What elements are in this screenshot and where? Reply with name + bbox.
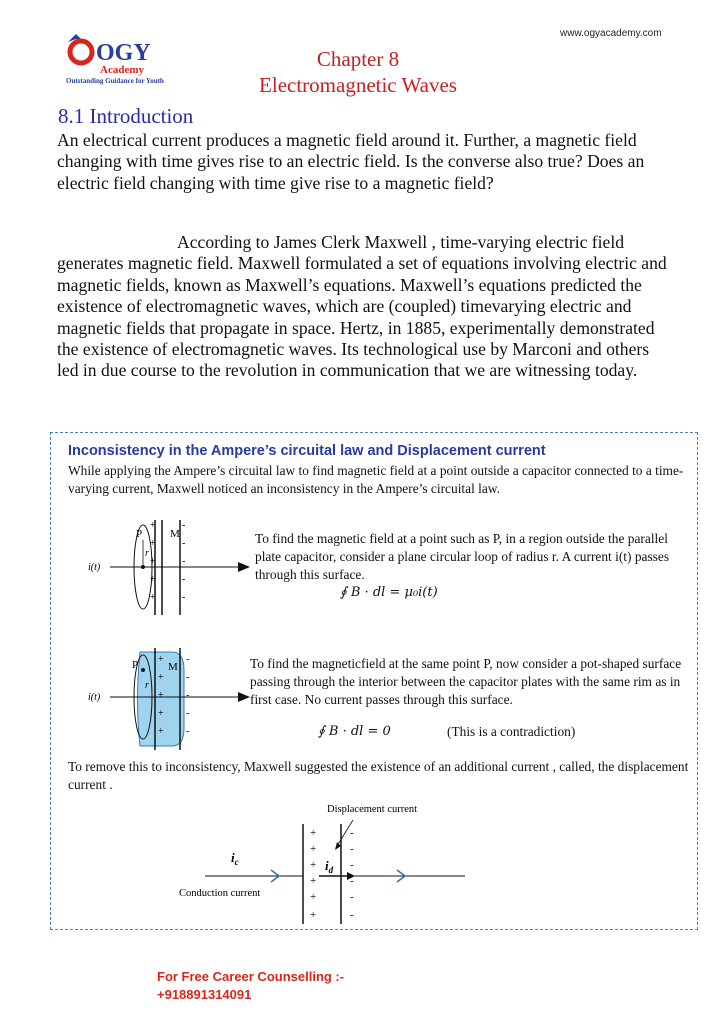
svg-text:+: + — [158, 708, 164, 719]
svg-text:-: - — [186, 690, 190, 701]
svg-text:-: - — [182, 592, 186, 603]
logo-brand: OGY — [96, 40, 151, 66]
chapter-title — [236, 46, 480, 98]
svg-text:+: + — [150, 538, 156, 549]
plate-label-2: M — [168, 661, 178, 673]
svg-text:+: + — [150, 520, 156, 531]
svg-text:+: + — [150, 574, 156, 585]
svg-text:+: + — [150, 556, 156, 567]
svg-text:+: + — [310, 843, 317, 855]
svg-text:-: - — [186, 726, 190, 737]
point-label: P — [136, 528, 143, 540]
ogy-academy-logo — [62, 26, 182, 86]
plane-loop-diagram — [80, 510, 260, 620]
svg-text:+: + — [310, 909, 317, 921]
case2-equation: ∮ B · dl = 0 — [318, 724, 391, 739]
radius-label: r — [145, 548, 149, 559]
svg-text:-: - — [182, 574, 186, 585]
pot-surface-diagram — [80, 640, 260, 752]
footer-line-1: For Free Career Counselling :- — [157, 969, 345, 984]
plate-label: M — [170, 528, 180, 540]
chapter-name: Electromagnetic Waves — [259, 73, 457, 97]
radius-label-2: r — [145, 680, 149, 691]
svg-text:-: - — [182, 520, 186, 531]
case2-text: To find the magneticfield at the same point P, now consider a pot-shaped surface passing through the interior between the capacitor plates with the same rim as in first case. No current passes through this surface. — [250, 656, 682, 707]
svg-text:+: + — [310, 875, 317, 887]
contradiction-note: (This is a contradiction) — [447, 724, 576, 739]
id-label: $i_d$ — [325, 858, 334, 875]
intro-paragraph-2: According to James Clerk Maxwell , time-varying electric field generates magnetic field. Maxwell formulated a set of equations involving electric and magnetic fields, known as Maxwell’s equations. Maxwell’s equations predicted the existence of electromagnetic waves, which are (coupled) timevarying electric and magnetic fields that propagate in space. Hertz, in 1885, experimentally demonstrated the existence of electromagnetic waves. Its technological use by Marconi and others led in due course to the revolution in communication that we are witnessing today. — [57, 232, 667, 381]
svg-text:-: - — [182, 538, 186, 549]
logo-sub: Academy — [100, 64, 144, 76]
svg-text:+: + — [310, 827, 317, 839]
footer-contact — [157, 968, 344, 1004]
svg-text:+: + — [158, 726, 164, 737]
displacement-current-diagram — [175, 800, 475, 928]
displacement-current-label: Displacement current — [327, 804, 418, 815]
svg-text:+: + — [150, 592, 156, 603]
svg-text:+: + — [310, 891, 317, 903]
current-label-2: i(t) — [88, 692, 101, 703]
svg-text:-: - — [350, 843, 354, 855]
conduction-current-label: Conduction current — [179, 888, 261, 899]
remove-inconsistency-text: To remove this to inconsistency, Maxwell suggested the existence of an additional current , called, the displacement current . — [68, 759, 689, 792]
svg-text:-: - — [186, 672, 190, 683]
footer-phone: +918891314091 — [157, 987, 252, 1002]
box-heading: Inconsistency in the Ampere’s circuital law and Displacement current — [68, 443, 546, 459]
current-label: i(t) — [88, 562, 101, 573]
svg-text:-: - — [186, 654, 190, 665]
intro-paragraph-1: An electrical current produces a magnetic field around it. Further, a magnetic field changing with time gives rise to an electric field. Is the converse also true? Does an electric field changing with time give rise to a magnetic field? — [57, 130, 645, 193]
logo-tagline: Outstanding Guidance for Youth — [66, 77, 164, 85]
svg-text:-: - — [350, 859, 354, 871]
chapter-number: Chapter 8 — [316, 47, 400, 71]
svg-text:-: - — [350, 891, 354, 903]
svg-text:-: - — [350, 909, 354, 921]
ic-label: $i_c$ — [231, 850, 239, 867]
svg-text:-: - — [182, 556, 186, 567]
case1-equation: ∮ B · dl = μ₀i(t) — [340, 585, 438, 600]
website-url: www.ogyacademy.com — [560, 28, 662, 39]
svg-text:+: + — [158, 690, 164, 701]
svg-text:-: - — [186, 708, 190, 719]
svg-text:+: + — [158, 672, 164, 683]
case1-text: To find the magnetic field at a point such as P, in a region outside the parallel plate capacitor, consider a plane circular loop of radius r. A current i(t) passes through this surface. — [255, 531, 670, 582]
svg-text:+: + — [310, 859, 317, 871]
svg-text:-: - — [350, 827, 354, 839]
box-intro-text: While applying the Ampere’s circuital law to find magnetic field at a point outside a capacitor connected to a time-varying current, Maxwell noticed an inconsistency in the Ampere’s circuital law. — [68, 463, 684, 496]
svg-text:+: + — [158, 654, 164, 665]
svg-text:-: - — [350, 875, 354, 887]
section-heading: 8.1 Introduction — [58, 104, 194, 128]
point-label-2: P — [132, 659, 139, 671]
